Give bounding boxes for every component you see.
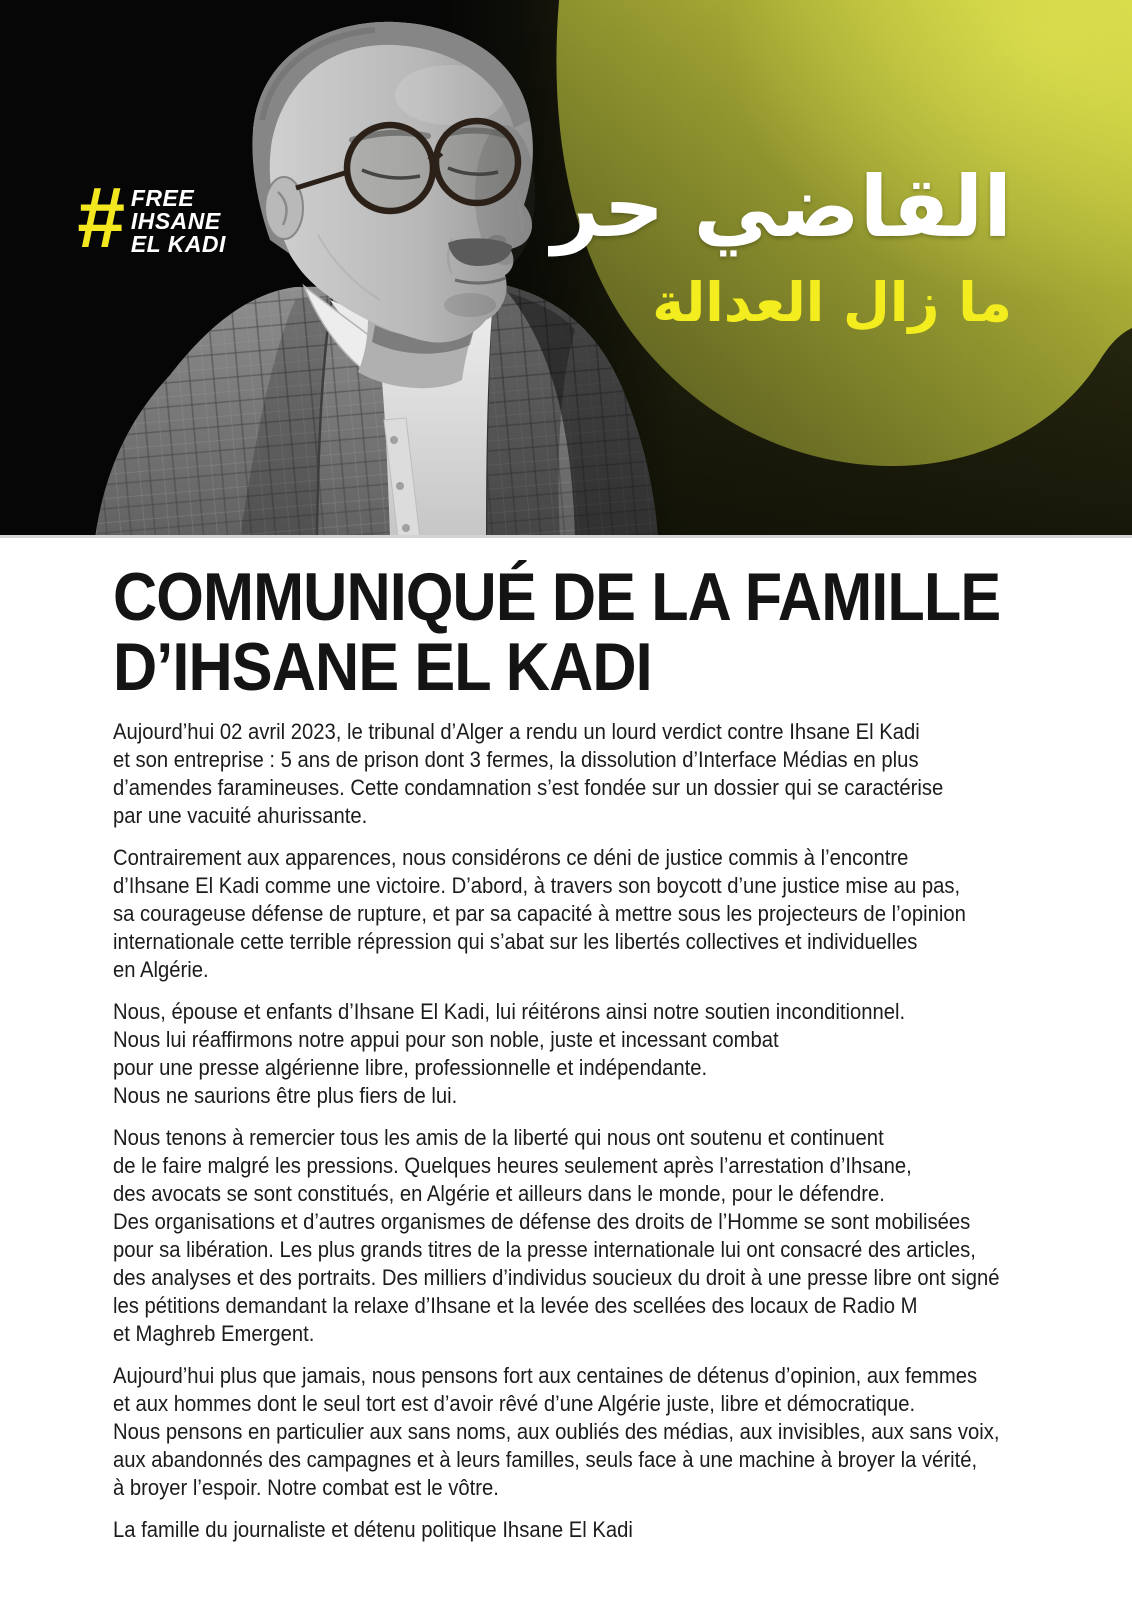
arabic-slogan <box>551 148 1012 336</box>
free-ihsane-el-kadi-badge <box>76 170 226 266</box>
arabic-slogan-sub: ما زال العدالة <box>652 271 1012 334</box>
paragraph-victoire: Contrairement aux apparences, nous considérons ce déni de justice commis à l’encontre d’Ihsane El Kadi comme une victoire. D’abord, à travers son boycott d’une justice mise au pas, sa courageuse défense de rupture, et par sa capacité à mettre sous les projecteurs de l’opinion internationale cette terrible répression qui s’abat sur les libertés collectives et individuelles en Algérie. <box>113 845 966 982</box>
communique-body <box>0 538 1132 1544</box>
arabic-slogan-main: القاضي حر <box>551 158 1012 256</box>
hashtag-icon: # <box>76 170 122 266</box>
hashtag-text: FREE IHSANE EL KADI <box>130 185 226 257</box>
signature-line: La famille du journaliste et détenu politique Ihsane El Kadi <box>113 1517 633 1542</box>
page-title: COMMUNIQUÉ DE LA FAMILLE D’IHSANE EL KADI <box>113 559 1001 705</box>
paragraph-verdict: Aujourd’hui 02 avril 2023, le tribunal d’Alger a rendu un lourd verdict contre Ihsane El Kadi et son entreprise : 5 ans de prison dont 3 fermes, la dissolution d’Interface Médias en plus d’amendes faramineuses. Cette condamnation s’est fondée sur un dossier qui se caractérise par une vacuité ahurissante. <box>113 719 944 828</box>
paragraph-remerciements: Nous tenons à remercier tous les amis de la liberté qui nous ont soutenu et continuent de le faire malgré les pressions. Quelques heures seulement après l’arrestation d’Ihsane, des avocats se sont constitués, en Algérie et ailleurs dans le monde, pour le défendre. Des organisations et d’autres organismes de défense des droits de l’Homme se sont mobilisées pour sa libération. Les plus grands titres de la presse internationale lui ont consacré des articles, des analyses et des portraits. Des milliers d’individus soucieux du droit à une presse libre ont signé les pétitions demandant la relaxe d’Ihsane et la levée des scellées des locaux de Radio M et Maghreb Emergent. <box>113 1125 1000 1346</box>
paragraph-soutien: Nous, épouse et enfants d’Ihsane El Kadi, lui réitérons ainsi notre soutien inconditionnel. Nous lui réaffirmons notre appui pour son noble, juste et incessant combat pour une presse algérienne libre, professionnelle et indépendante. Nous ne saurions être plus fiers de lui. <box>113 999 906 1108</box>
paragraph-detenus: Aujourd’hui plus que jamais, nous pensons fort aux centaines de détenus d’opinion, aux femmes et aux hommes dont le seul tort est d’avoir rêvé d’une Algérie juste, libre et démocratique. Nous pensons en particulier aux sans noms, aux oubliés des médias, aux invisibles, aux sans voix, aux abandonnés des campagnes et à leurs familles, seuls face à une machine à broyer la vérité, à broyer l’espoir. Notre combat est le vôtre. <box>113 1363 1000 1500</box>
header-banner <box>0 0 1132 538</box>
